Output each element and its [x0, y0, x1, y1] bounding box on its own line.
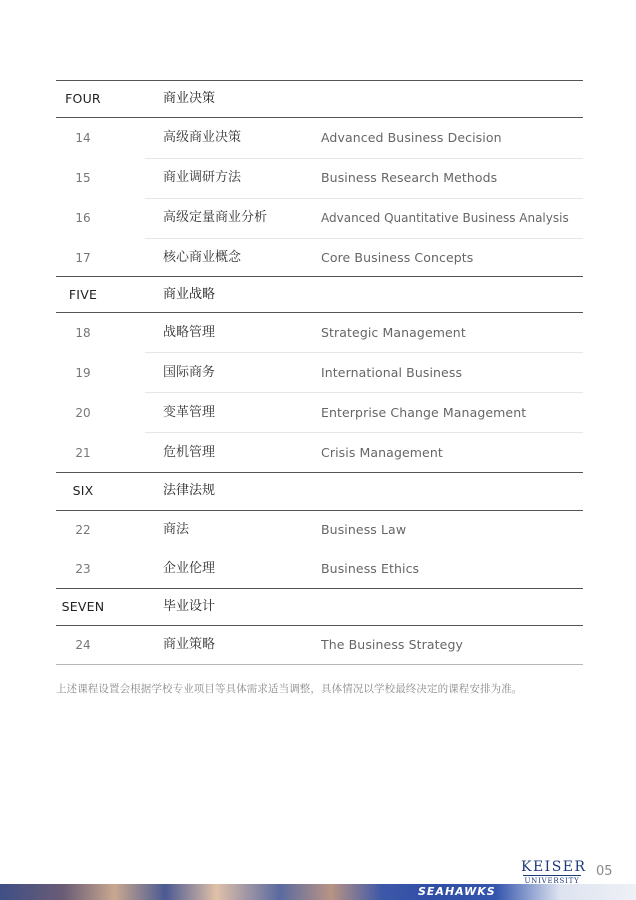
table-row	[56, 118, 583, 158]
course-name-cn: 企业伦理	[163, 561, 216, 576]
course-name-cn: 国际商务	[163, 365, 216, 380]
course-name-en: Advanced Quantitative Business Analysis	[321, 211, 569, 225]
course-number: 21	[75, 446, 91, 460]
section-number: FIVE	[68, 287, 98, 302]
table-row	[56, 198, 583, 238]
section-header-four	[56, 81, 583, 117]
course-number: 24	[75, 638, 91, 652]
section-header-five	[56, 277, 583, 313]
table-row	[56, 625, 583, 665]
course-number: 15	[75, 171, 91, 185]
section-number: SEVEN	[61, 599, 105, 614]
course-number: 14	[75, 131, 91, 145]
table-row	[56, 238, 583, 278]
course-name-cn: 商业策略	[163, 637, 216, 652]
section-title: 商业战略	[163, 287, 216, 302]
course-number: 16	[75, 211, 91, 225]
table-row	[56, 353, 583, 393]
course-name-cn: 高级定量商业分析	[163, 210, 268, 225]
course-number: 22	[75, 523, 91, 537]
section-title: 法律法规	[163, 483, 216, 498]
logo-wordmark: KEISER	[521, 859, 587, 875]
banner-text: SEAHAWKS	[418, 885, 496, 898]
course-name-en: Business Ethics	[321, 561, 420, 576]
course-name-en: The Business Strategy	[321, 637, 463, 652]
course-name-cn: 变革管理	[163, 405, 216, 420]
section-header-seven	[56, 589, 583, 625]
table-row	[56, 433, 583, 473]
section-header-six	[56, 473, 583, 509]
course-name-cn: 商法	[163, 522, 190, 537]
course-name-en: Strategic Management	[321, 325, 466, 340]
course-name-cn: 商业调研方法	[163, 170, 242, 185]
course-number: 19	[75, 366, 91, 380]
course-name-cn: 高级商业决策	[163, 130, 242, 145]
course-name-en: Business Law	[321, 522, 407, 537]
course-number: 23	[75, 562, 91, 576]
table-row	[56, 393, 583, 433]
footer-photo-strip	[0, 884, 636, 900]
section-title: 毕业设计	[163, 599, 216, 614]
course-name-en: Advanced Business Decision	[321, 130, 502, 145]
section-number: SIX	[72, 483, 94, 498]
course-number: 17	[75, 251, 91, 265]
course-name-cn: 核心商业概念	[163, 250, 242, 265]
section-number: FOUR	[65, 91, 101, 106]
course-number: 20	[75, 406, 91, 420]
course-name-en: Business Research Methods	[321, 170, 498, 185]
table-row	[56, 510, 583, 550]
university-logo	[521, 859, 587, 886]
course-name-cn: 战略管理	[163, 325, 216, 340]
course-name-cn: 危机管理	[163, 445, 216, 460]
page-number: 05	[596, 864, 613, 879]
course-name-en: Core Business Concepts	[321, 250, 474, 265]
course-number: 18	[75, 326, 91, 340]
table-rule	[56, 664, 583, 665]
course-name-en: Enterprise Change Management	[321, 405, 527, 420]
course-name-en: Crisis Management	[321, 445, 443, 460]
table-row	[56, 549, 583, 589]
section-title: 商业决策	[163, 91, 216, 106]
table-row	[56, 158, 583, 198]
table-row	[56, 313, 583, 353]
logo-subtitle: UNIVERSITY	[524, 877, 580, 885]
footnote: 上述课程设置会根据学校专业项目等具体需求适当调整，具体情况以学校最终决定的课程安排为准。	[56, 683, 523, 695]
course-name-en: International Business	[321, 365, 463, 380]
